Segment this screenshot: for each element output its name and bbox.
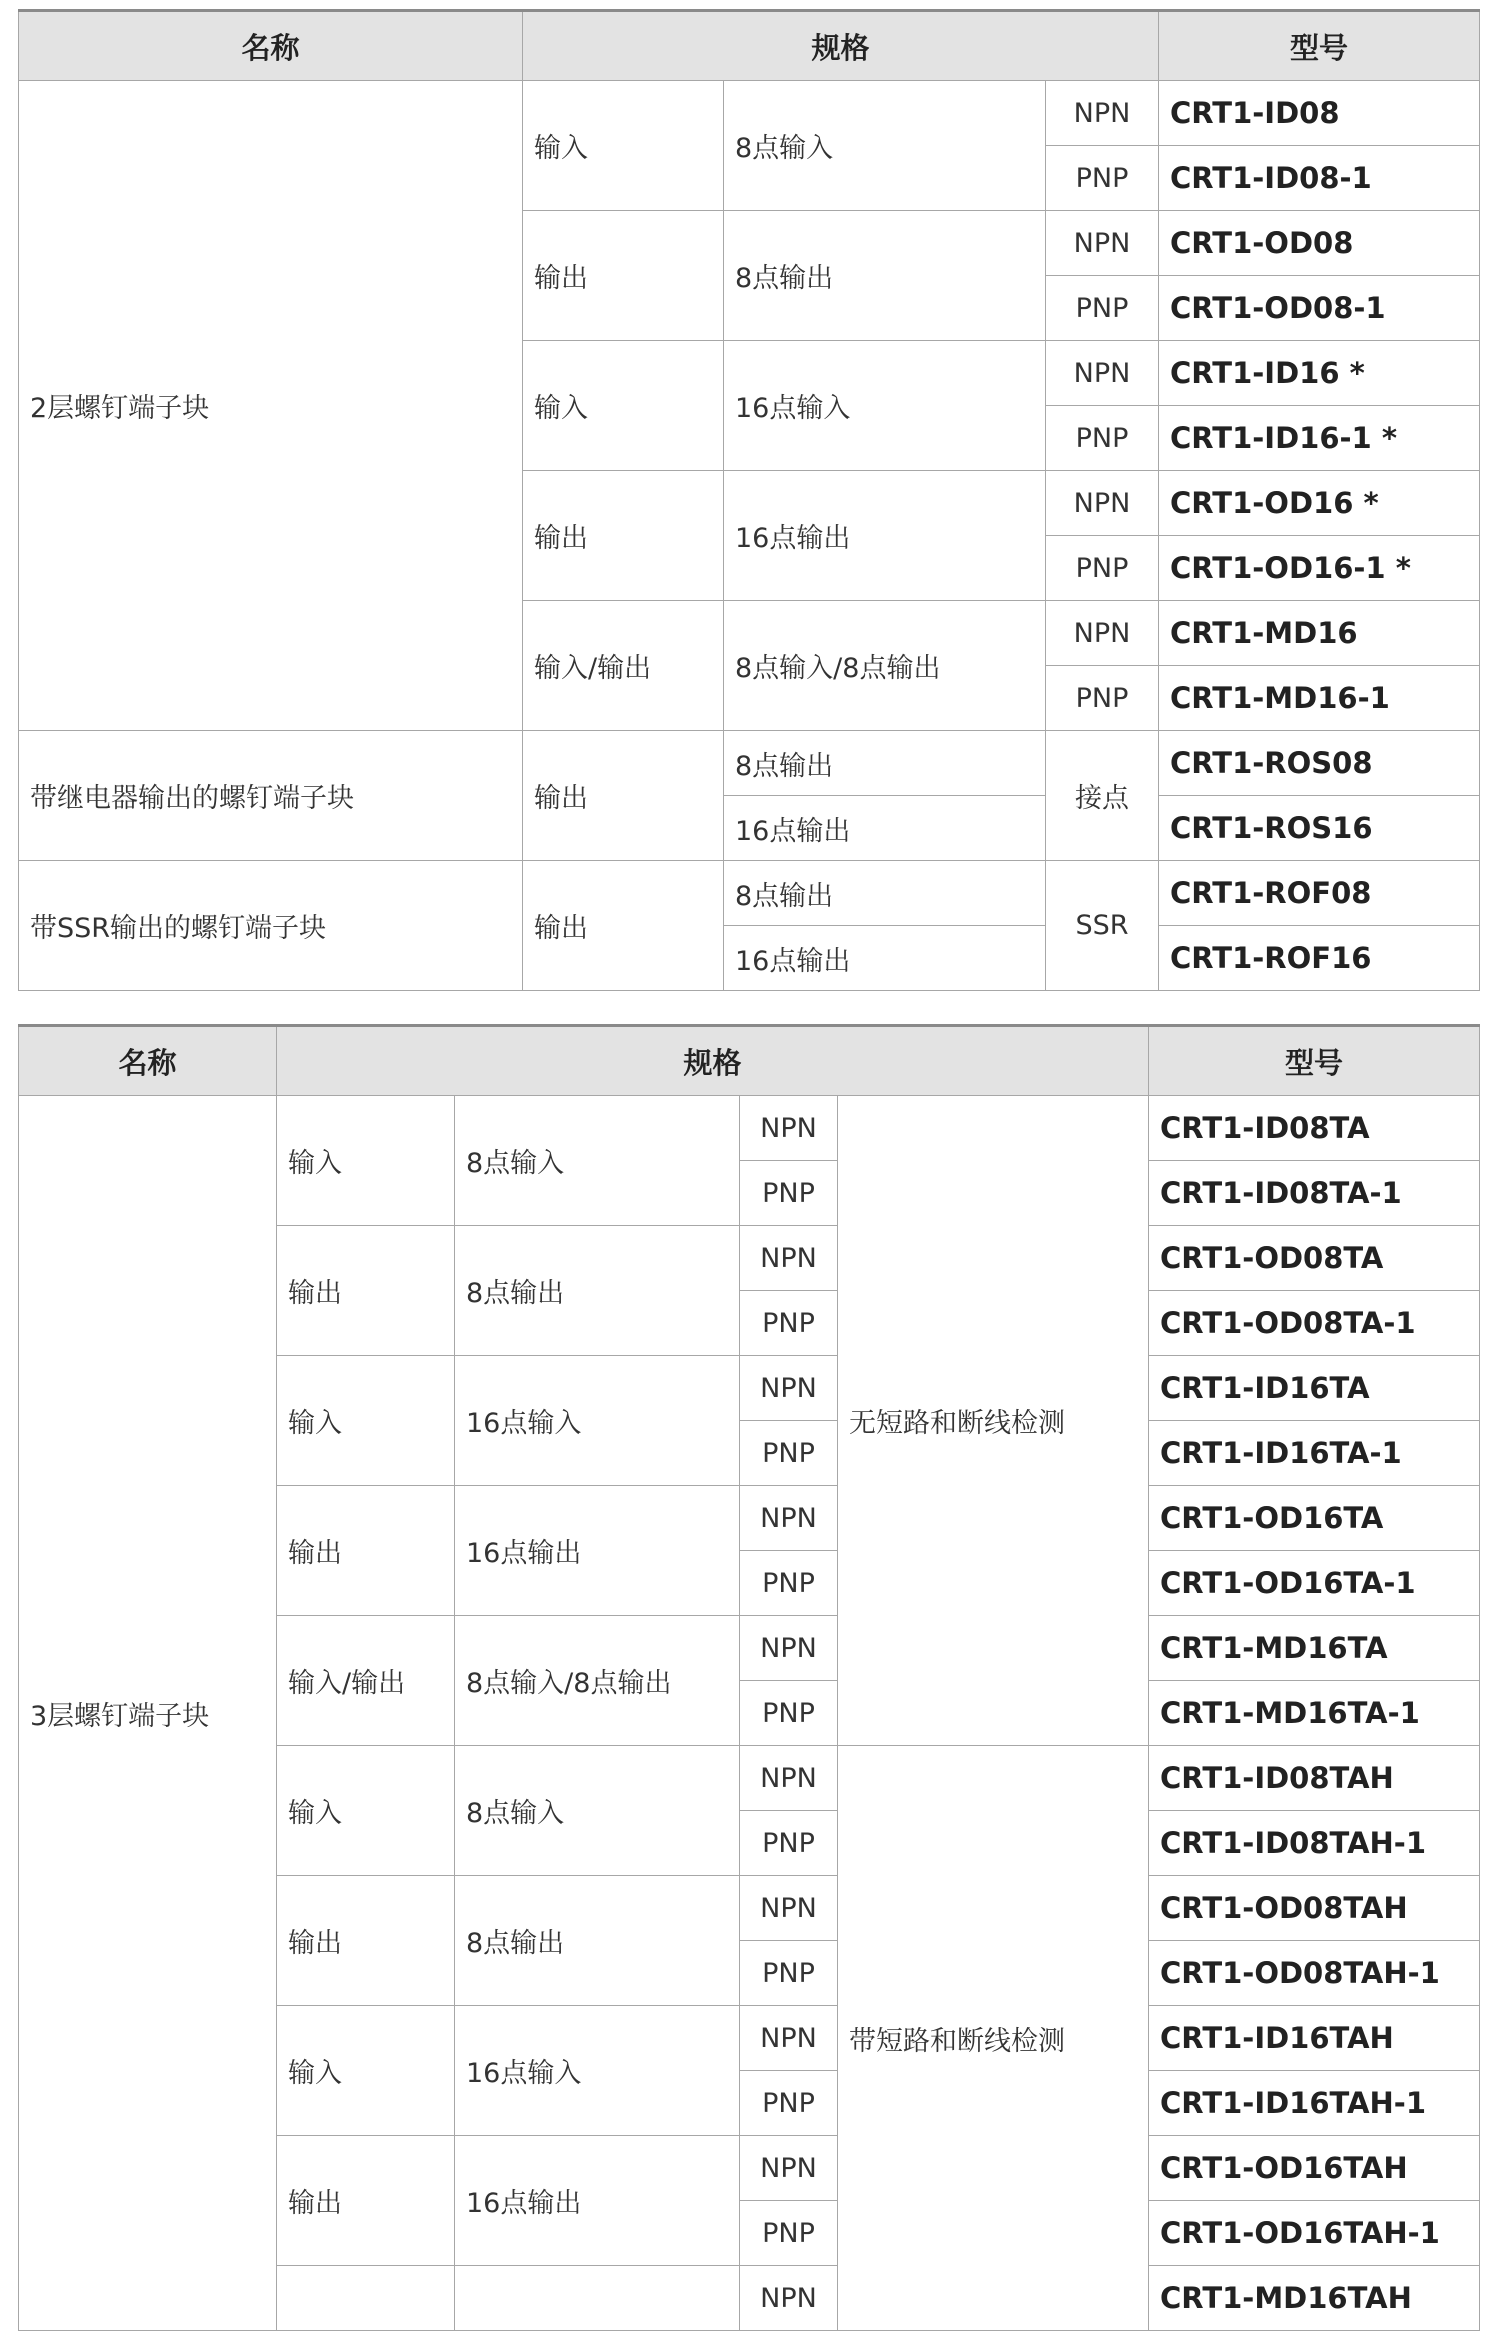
table-header-row	[19, 1026, 1480, 1096]
product-table-2-layer	[18, 9, 1480, 991]
model-cell: CRT1-MD16TA-1	[1149, 1681, 1480, 1746]
model-cell: CRT1-MD16TAH	[1149, 2266, 1480, 2331]
header-spec: 规格	[277, 1026, 1149, 1096]
model-cell: CRT1-ID08	[1159, 81, 1480, 146]
model-cell: CRT1-OD08	[1159, 211, 1480, 276]
spec-cell: 8点输出	[724, 211, 1046, 341]
model-cell: CRT1-ID08TAH-1	[1149, 1811, 1480, 1876]
model-cell: CRT1-OD08TAH-1	[1149, 1941, 1480, 2006]
io-cell: 输出	[277, 2136, 455, 2266]
type-cell: PNP	[740, 1941, 838, 2006]
model-cell: CRT1-ID08-1	[1159, 146, 1480, 211]
io-cell: 输入/输出	[277, 1616, 455, 1746]
table-row	[19, 861, 1480, 926]
spec-cell: 16点输出	[724, 926, 1046, 991]
spec-cell	[455, 2266, 740, 2331]
type-cell: SSR	[1046, 861, 1159, 991]
type-cell: NPN	[740, 1616, 838, 1681]
model-cell: CRT1-MD16-1	[1159, 666, 1480, 731]
product-table-3-layer	[18, 1024, 1480, 2331]
io-cell	[277, 2266, 455, 2331]
spec-cell: 8点输入/8点输出	[455, 1616, 740, 1746]
table-header-row	[19, 11, 1480, 81]
model-cell: CRT1-ID08TAH	[1149, 1746, 1480, 1811]
model-cell: CRT1-OD16TAH-1	[1149, 2201, 1480, 2266]
spec-cell: 16点输出	[724, 471, 1046, 601]
type-cell: NPN	[740, 1746, 838, 1811]
io-cell: 输入/输出	[523, 601, 724, 731]
header-name: 名称	[19, 1026, 277, 1096]
type-cell: NPN	[740, 2266, 838, 2331]
header-name: 名称	[19, 11, 523, 81]
type-cell: PNP	[740, 1291, 838, 1356]
type-cell: NPN	[740, 2006, 838, 2071]
io-cell: 输入	[277, 1356, 455, 1486]
io-cell: 输出	[523, 211, 724, 341]
type-cell: PNP	[740, 1421, 838, 1486]
io-cell: 输入	[277, 1096, 455, 1226]
table-row	[19, 1096, 1480, 1161]
io-cell: 输入	[277, 1746, 455, 1876]
header-spec: 规格	[523, 11, 1159, 81]
spec-cell: 8点输出	[724, 861, 1046, 926]
type-cell: PNP	[740, 1161, 838, 1226]
model-cell: CRT1-ROF08	[1159, 861, 1480, 926]
spec-cell: 16点输入	[455, 2006, 740, 2136]
type-cell: PNP	[740, 1681, 838, 1746]
type-cell: NPN	[740, 2136, 838, 2201]
type-cell: PNP	[1046, 666, 1159, 731]
table-row	[19, 731, 1480, 796]
type-cell: PNP	[740, 1811, 838, 1876]
model-cell: CRT1-ID16TAH-1	[1149, 2071, 1480, 2136]
model-cell: CRT1-ID16 *	[1159, 341, 1480, 406]
model-cell: CRT1-ID16-1 *	[1159, 406, 1480, 471]
type-cell: PNP	[740, 2071, 838, 2136]
io-cell: 输出	[277, 1226, 455, 1356]
model-cell: CRT1-MD16	[1159, 601, 1480, 666]
type-cell: NPN	[1046, 211, 1159, 276]
type-cell: NPN	[1046, 81, 1159, 146]
type-cell: NPN	[1046, 341, 1159, 406]
io-cell: 输入	[523, 341, 724, 471]
model-cell: CRT1-ROS16	[1159, 796, 1480, 861]
spec-cell: 8点输入	[455, 1746, 740, 1876]
type-cell: 接点	[1046, 731, 1159, 861]
spec-cell: 8点输入/8点输出	[724, 601, 1046, 731]
type-cell: NPN	[740, 1486, 838, 1551]
io-cell: 输出	[277, 1876, 455, 2006]
model-cell: CRT1-OD16-1 *	[1159, 536, 1480, 601]
type-cell: NPN	[1046, 601, 1159, 666]
io-cell: 输入	[523, 81, 724, 211]
name-cell: 带SSR输出的螺钉端子块	[19, 861, 523, 991]
type-cell: PNP	[1046, 276, 1159, 341]
io-cell: 输出	[523, 471, 724, 601]
model-cell: CRT1-OD16TA-1	[1149, 1551, 1480, 1616]
spec-cell: 16点输出	[455, 1486, 740, 1616]
spec-cell: 16点输出	[724, 796, 1046, 861]
io-cell: 输出	[523, 861, 724, 991]
model-cell: CRT1-ID16TAH	[1149, 2006, 1480, 2071]
model-cell: CRT1-ROS08	[1159, 731, 1480, 796]
table-row	[19, 81, 1480, 146]
model-cell: CRT1-OD16TA	[1149, 1486, 1480, 1551]
type-cell: NPN	[740, 1876, 838, 1941]
detection-cell: 带短路和断线检测	[838, 1746, 1149, 2331]
model-cell: CRT1-ID08TA	[1149, 1096, 1480, 1161]
type-cell: NPN	[740, 1356, 838, 1421]
model-cell: CRT1-ROF16	[1159, 926, 1480, 991]
model-cell: CRT1-OD08TA-1	[1149, 1291, 1480, 1356]
model-cell: CRT1-OD08TA	[1149, 1226, 1480, 1291]
header-model: 型号	[1159, 11, 1480, 81]
name-cell: 2层螺钉端子块	[19, 81, 523, 731]
spec-cell: 8点输出	[455, 1226, 740, 1356]
spec-cell: 16点输入	[724, 341, 1046, 471]
spec-cell: 8点输入	[724, 81, 1046, 211]
type-cell: NPN	[1046, 471, 1159, 536]
model-cell: CRT1-OD08TAH	[1149, 1876, 1480, 1941]
model-cell: CRT1-ID08TA-1	[1149, 1161, 1480, 1226]
spec-cell: 16点输入	[455, 1356, 740, 1486]
model-cell: CRT1-OD08-1	[1159, 276, 1480, 341]
name-cell: 带继电器输出的螺钉端子块	[19, 731, 523, 861]
type-cell: NPN	[740, 1096, 838, 1161]
type-cell: PNP	[1046, 406, 1159, 471]
type-cell: PNP	[740, 2201, 838, 2266]
model-cell: CRT1-ID16TA-1	[1149, 1421, 1480, 1486]
model-cell: CRT1-OD16 *	[1159, 471, 1480, 536]
io-cell: 输出	[277, 1486, 455, 1616]
detection-cell: 无短路和断线检测	[838, 1096, 1149, 1746]
model-cell: CRT1-OD16TAH	[1149, 2136, 1480, 2201]
spec-cell: 8点输出	[724, 731, 1046, 796]
spec-cell: 8点输出	[455, 1876, 740, 2006]
header-model: 型号	[1149, 1026, 1480, 1096]
io-cell: 输入	[277, 2006, 455, 2136]
type-cell: PNP	[740, 1551, 838, 1616]
model-cell: CRT1-ID16TA	[1149, 1356, 1480, 1421]
type-cell: PNP	[1046, 536, 1159, 601]
spec-cell: 8点输入	[455, 1096, 740, 1226]
name-cell: 3层螺钉端子块	[19, 1096, 277, 2331]
spec-cell: 16点输出	[455, 2136, 740, 2266]
type-cell: PNP	[1046, 146, 1159, 211]
io-cell: 输出	[523, 731, 724, 861]
model-cell: CRT1-MD16TA	[1149, 1616, 1480, 1681]
type-cell: NPN	[740, 1226, 838, 1291]
